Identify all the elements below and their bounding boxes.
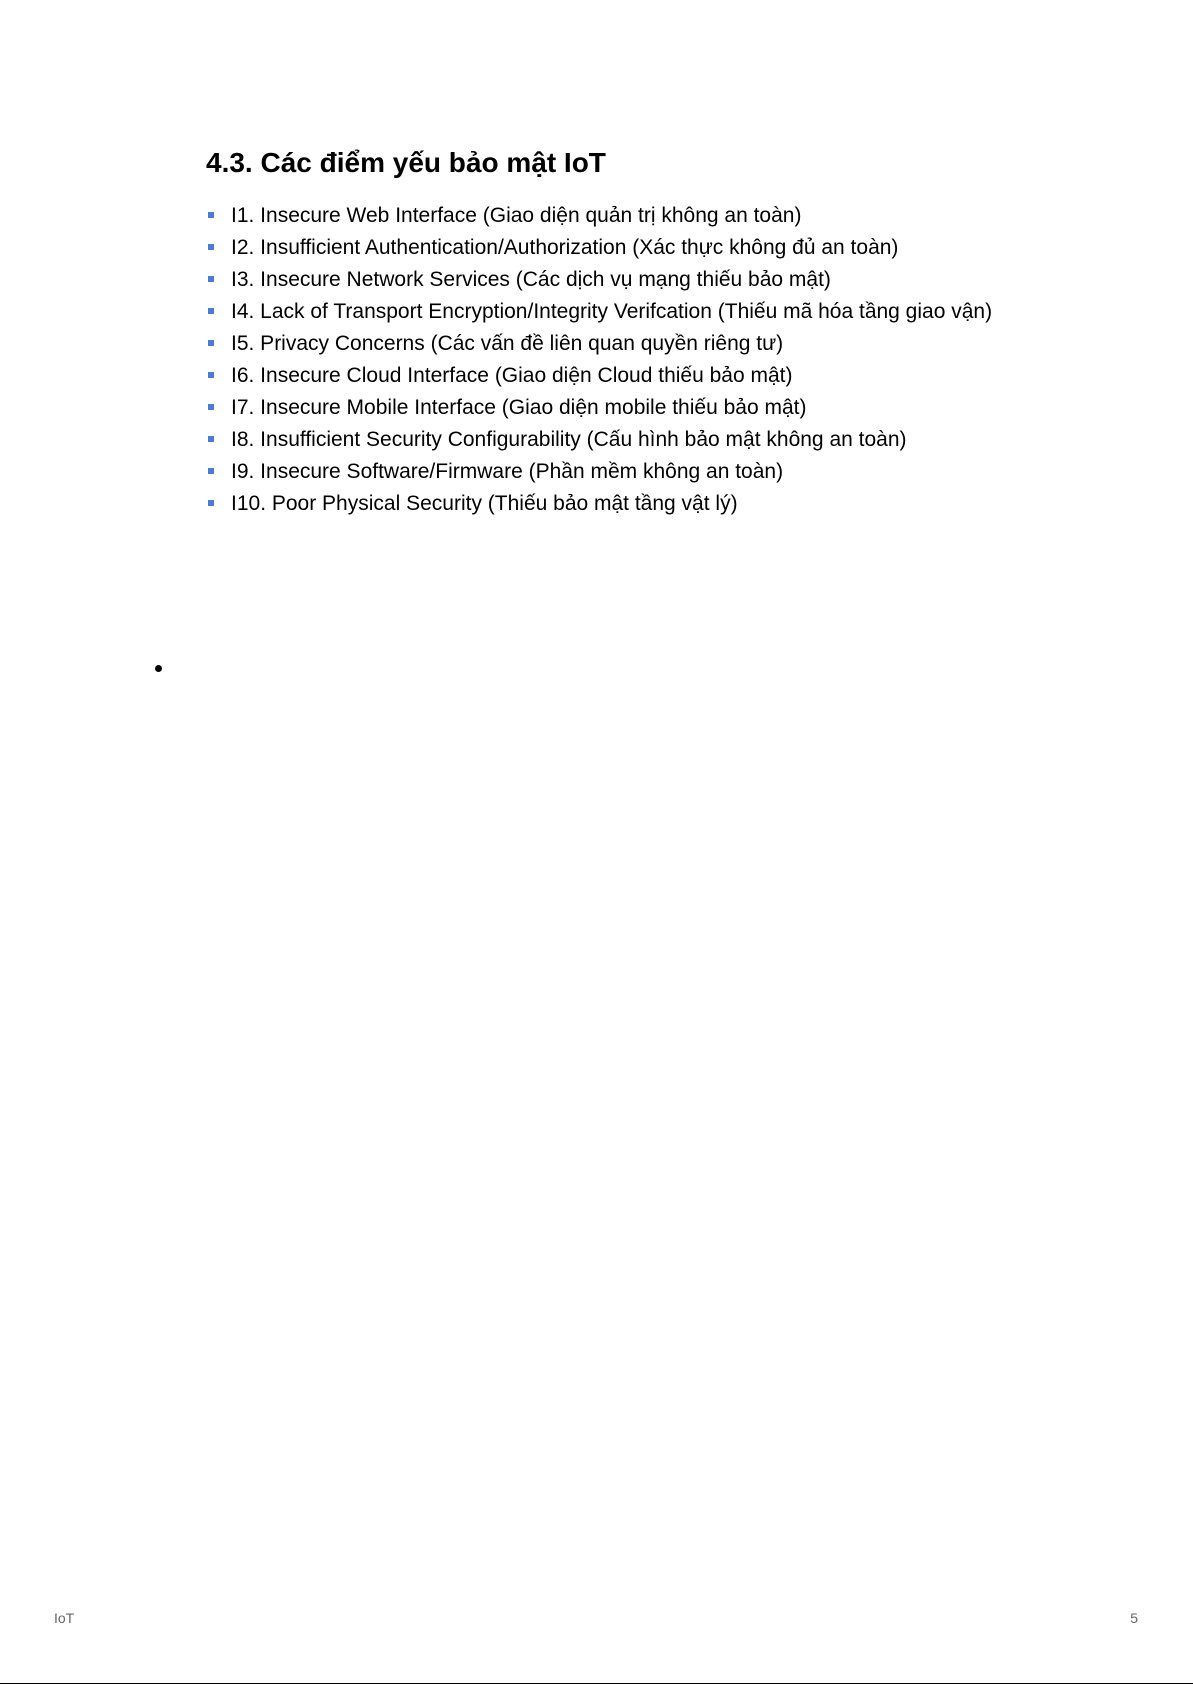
list-item-text: I9. Insecure Software/Firmware (Phần mềm không an toàn) <box>231 460 784 483</box>
square-bullet-icon <box>208 500 214 506</box>
list-item <box>206 458 1006 485</box>
list-item <box>206 298 1006 325</box>
list-item-text: I2. Insufficient Authentication/Authorization (Xác thực không đủ an toàn) <box>231 236 899 259</box>
square-bullet-icon <box>208 340 214 346</box>
empty-bullet-icon <box>155 665 162 672</box>
list-item-text: I8. Insufficient Security Configurability (Cấu hình bảo mật không an toàn) <box>231 428 907 451</box>
list-item <box>206 362 1006 389</box>
page-bottom-divider <box>0 1683 1193 1684</box>
list-item-text: I5. Privacy Concerns (Các vấn đề liên quan quyền riêng tư) <box>231 332 784 355</box>
list-item <box>206 394 1006 421</box>
list-item <box>206 266 1006 293</box>
square-bullet-icon <box>208 372 214 378</box>
list-item <box>206 202 1006 229</box>
list-item <box>206 426 1006 453</box>
list-item-text: I1. Insecure Web Interface (Giao diện quản trị không an toàn) <box>231 204 802 227</box>
vulnerability-list <box>206 202 1006 522</box>
square-bullet-icon <box>208 212 214 218</box>
section-heading: 4.3. Các điểm yếu bảo mật IoT <box>206 147 606 178</box>
list-item-text: I6. Insecure Cloud Interface (Giao diện Cloud thiếu bảo mật) <box>231 364 793 387</box>
list-item-text: I7. Insecure Mobile Interface (Giao diện mobile thiếu bảo mật) <box>231 396 807 419</box>
square-bullet-icon <box>208 244 214 250</box>
square-bullet-icon <box>208 276 214 282</box>
page-number: 5 <box>1130 1610 1138 1626</box>
footer-title: IoT <box>54 1610 75 1626</box>
square-bullet-icon <box>208 404 214 410</box>
list-item-text: I4. Lack of Transport Encryption/Integrity Verifcation (Thiếu mã hóa tầng giao vận) <box>231 300 993 323</box>
list-item <box>206 490 1006 517</box>
list-item <box>206 234 1006 261</box>
square-bullet-icon <box>208 308 214 314</box>
square-bullet-icon <box>208 468 214 474</box>
list-item <box>206 330 1006 357</box>
square-bullet-icon <box>208 436 214 442</box>
list-item-text: I10. Poor Physical Security (Thiếu bảo mật tầng vật lý) <box>231 492 738 515</box>
list-item-text: I3. Insecure Network Services (Các dịch vụ mạng thiếu bảo mật) <box>231 268 831 291</box>
